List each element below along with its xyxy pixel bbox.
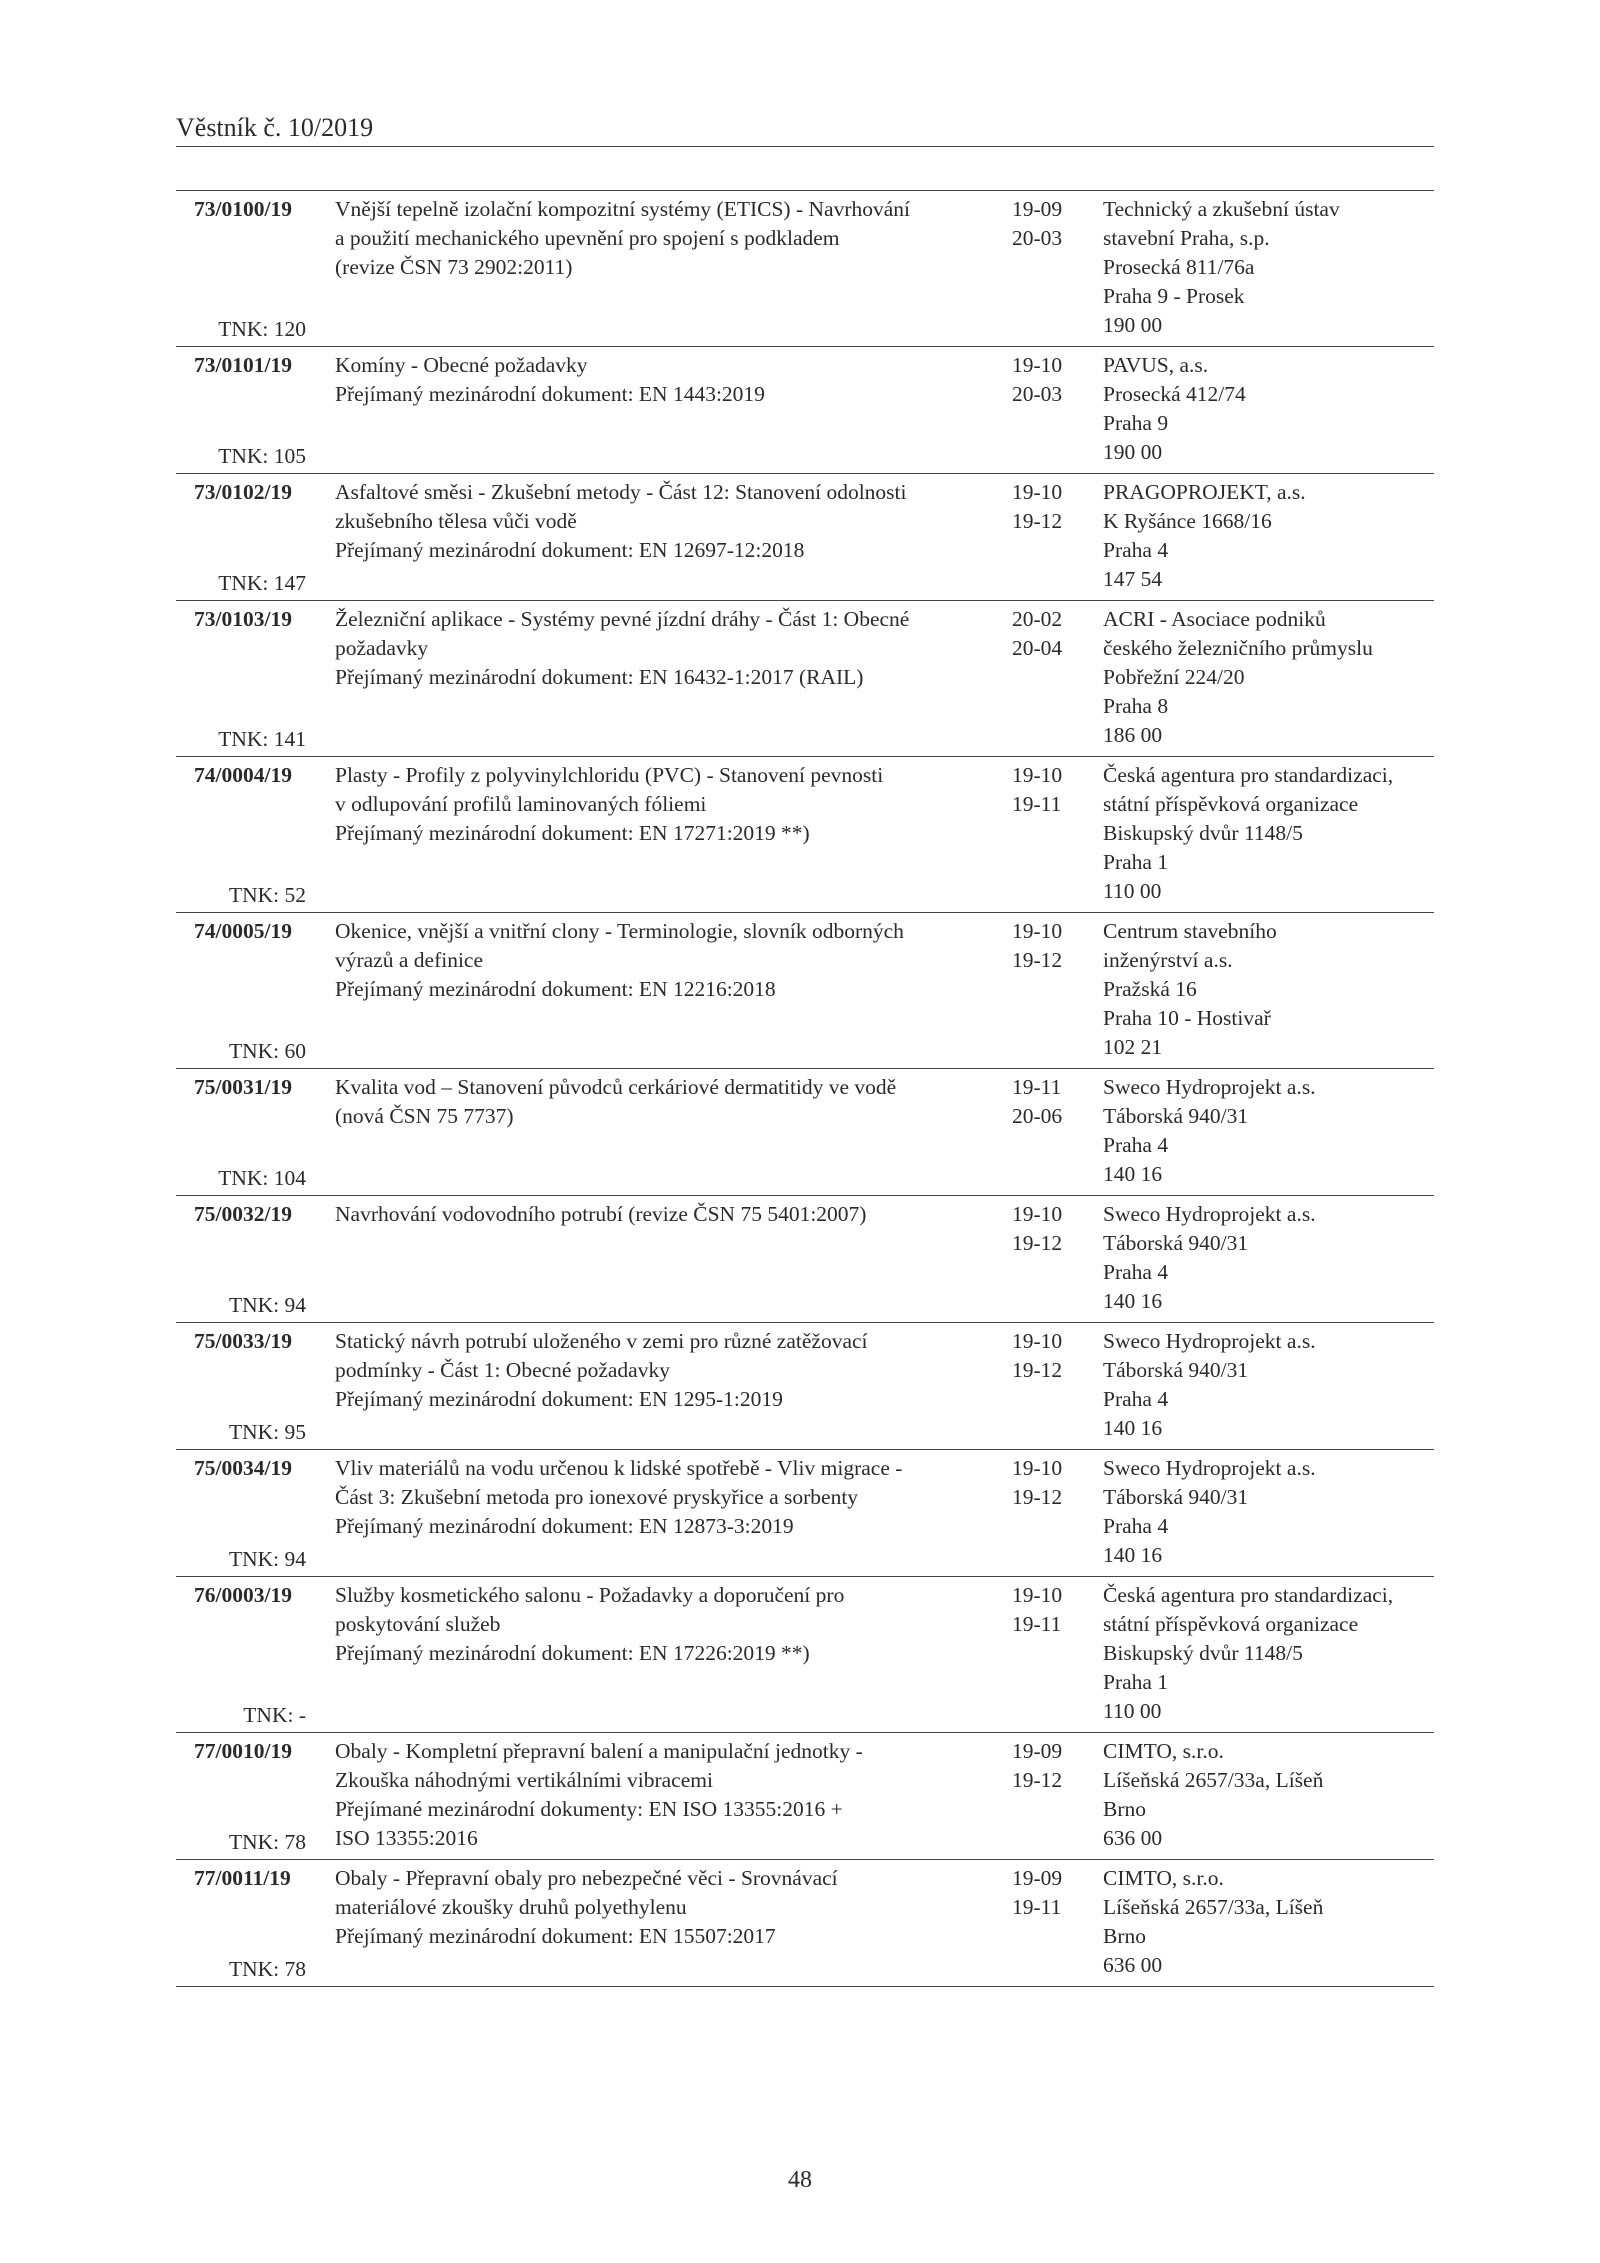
processor-address-line: českého železničního průmyslu: [1103, 636, 1373, 660]
table-row: [176, 347, 1434, 474]
processor-address-line: 186 00: [1103, 723, 1163, 747]
standard-code: 75/0032/19: [194, 1202, 292, 1226]
processor-address-line: Praha 8: [1103, 694, 1169, 718]
tnk-number: TNK: 141: [218, 727, 306, 751]
table-row: [176, 1860, 1434, 1987]
processor-address-line: 636 00: [1103, 1953, 1163, 1977]
dates-line: 19-09: [1012, 1739, 1063, 1763]
processor-address-line: Táborská 940/31: [1103, 1231, 1249, 1255]
standard-title-line: Okenice, vnější a vnitřní clony - Terminologie, slovník odborných: [335, 919, 904, 943]
standard-title: [335, 605, 985, 692]
dates-line: 19-12: [1012, 1485, 1063, 1509]
processor-address-line: Prosecká 412/74: [1103, 382, 1246, 406]
tnk-number: TNK: 60: [228, 1039, 306, 1063]
processor-address-line: Biskupský dvůr 1148/5: [1103, 1641, 1303, 1665]
tnk-number: TNK: 78: [228, 1957, 306, 1981]
processor-address: [1103, 1327, 1443, 1443]
standard-title: [335, 761, 985, 848]
tnk-number: TNK: 147: [218, 571, 306, 595]
dates-line: 20-06: [1012, 1104, 1063, 1128]
standard-title: [335, 1864, 985, 1951]
processor-address-line: Brno: [1103, 1924, 1146, 1948]
standard-title: [335, 1200, 985, 1229]
standard-title-line: požadavky: [335, 636, 429, 660]
dates-line: 20-03: [1012, 382, 1063, 406]
processor-address: [1103, 478, 1443, 594]
standard-title-line: Přejímaný mezinárodní dokument: EN 15507:2017: [335, 1924, 776, 1948]
standard-title-line: Obaly - Kompletní přepravní balení a manipulační jednotky -: [335, 1739, 863, 1763]
standard-title-line: Přejímaný mezinárodní dokument: EN 17271:2019 **): [335, 821, 810, 845]
processor-address: [1103, 1581, 1443, 1726]
processor-address-line: K Ryšánce 1668/16: [1103, 509, 1272, 533]
processor-address-line: Praha 4: [1103, 538, 1169, 562]
standard-title-line: výrazů a definice: [335, 948, 484, 972]
dates-line: 19-12: [1012, 948, 1063, 972]
dates-line: 19-10: [1012, 1583, 1063, 1607]
standard-title-line: Statický návrh potrubí uloženého v zemi pro různé zatěžovací: [335, 1329, 868, 1353]
dates: [1012, 1864, 1072, 1922]
tnk-number: TNK: 104: [218, 1166, 306, 1190]
standard-title: [335, 351, 985, 409]
standard-title-line: Vliv materiálů na vodu určenou k lidské spotřebě - Vliv migrace -: [335, 1456, 903, 1480]
processor-address-line: Brno: [1103, 1797, 1146, 1821]
dates: [1012, 1327, 1072, 1385]
standard-title: [335, 1073, 985, 1131]
processor-address: [1103, 1073, 1443, 1189]
standard-title-line: poskytování služeb: [335, 1612, 501, 1636]
processor-address-line: Sweco Hydroprojekt a.s.: [1103, 1456, 1316, 1480]
dates-line: 19-10: [1012, 1456, 1063, 1480]
processor-address-line: Praha 4: [1103, 1133, 1169, 1157]
dates: [1012, 1073, 1072, 1131]
standard-title-line: Zkouška náhodnými vertikálními vibracemi: [335, 1768, 713, 1792]
standard-title-line: Vnější tepelně izolační kompozitní systémy (ETICS) - Navrhování: [335, 197, 910, 221]
standard-code: 75/0031/19: [194, 1075, 292, 1099]
processor-address-line: PAVUS, a.s.: [1103, 353, 1209, 377]
processor-address-line: 190 00: [1103, 440, 1163, 464]
processor-address-line: 147 54: [1103, 567, 1163, 591]
standard-title-line: ISO 13355:2016: [335, 1826, 478, 1850]
standard-title-line: Železniční aplikace - Systémy pevné jízdní dráhy - Část 1: Obecné: [335, 607, 910, 631]
standard-title: [335, 1327, 985, 1414]
dates-line: 19-10: [1012, 919, 1063, 943]
standard-title-line: v odlupování profilů laminovaných fóliemi: [335, 792, 707, 816]
standard-title-line: Komíny - Obecné požadavky: [335, 353, 588, 377]
processor-address-line: Táborská 940/31: [1103, 1358, 1249, 1382]
processor-address-line: Praha 1: [1103, 850, 1169, 874]
processor-address-line: CIMTO, s.r.o.: [1103, 1866, 1224, 1890]
dates-line: 20-03: [1012, 226, 1063, 250]
standard-title-line: zkušebního tělesa vůči vodě: [335, 509, 577, 533]
standard-title-line: Přejímaný mezinárodní dokument: EN 1443:2019: [335, 382, 765, 406]
tnk-number: TNK: 78: [228, 1830, 306, 1854]
standard-title-line: Přejímaný mezinárodní dokument: EN 12216:2018: [335, 977, 776, 1001]
table-row: [176, 1450, 1434, 1577]
table-row: [176, 474, 1434, 601]
standard-title: [335, 917, 985, 1004]
standard-code: 73/0100/19: [194, 197, 292, 221]
page-number: 48: [788, 2167, 812, 2193]
standard-title: [335, 1454, 985, 1541]
dates-line: 19-10: [1012, 1329, 1063, 1353]
dates-line: 19-11: [1012, 1612, 1062, 1636]
processor-address: [1103, 605, 1443, 750]
standard-code: 77/0010/19: [194, 1739, 292, 1763]
tnk-number: TNK: 120: [218, 317, 306, 341]
tnk-number: TNK: 94: [228, 1293, 306, 1317]
processor-address-line: 140 16: [1103, 1416, 1163, 1440]
standard-title-line: Přejímané mezinárodní dokumenty: EN ISO 13355:2016 +: [335, 1797, 843, 1821]
standard-title-line: podmínky - Část 1: Obecné požadavky: [335, 1358, 670, 1382]
standard-title-line: Navrhování vodovodního potrubí (revize ČSN 75 5401:2007): [335, 1202, 867, 1226]
standard-title: [335, 1581, 985, 1668]
table-row: [176, 1069, 1434, 1196]
standard-title-line: Přejímaný mezinárodní dokument: EN 1295-1:2019: [335, 1387, 783, 1411]
processor-address: [1103, 351, 1443, 467]
processor-address-line: Centrum stavebního: [1103, 919, 1277, 943]
standard-code: 73/0103/19: [194, 607, 292, 631]
standard-code: 74/0005/19: [194, 919, 292, 943]
processor-address-line: Prosecká 811/76a: [1103, 255, 1255, 279]
dates-line: 19-12: [1012, 1768, 1063, 1792]
processor-address-line: 190 00: [1103, 313, 1163, 337]
standard-code: 73/0101/19: [194, 353, 292, 377]
standard-title-line: Služby kosmetického salonu - Požadavky a doporučení pro: [335, 1583, 845, 1607]
standard-code: 73/0102/19: [194, 480, 292, 504]
processor-address-line: PRAGOPROJEKT, a.s.: [1103, 480, 1306, 504]
header-divider: [176, 146, 1434, 147]
standard-title: [335, 195, 985, 282]
standard-title: [335, 478, 985, 565]
standard-title: [335, 1737, 985, 1853]
standard-code: 75/0034/19: [194, 1456, 292, 1480]
dates-line: 19-10: [1012, 763, 1063, 787]
tnk-number: TNK: -: [243, 1703, 306, 1727]
dates-line: 19-11: [1012, 1075, 1062, 1099]
standard-title-line: Přejímaný mezinárodní dokument: EN 17226:2019 **): [335, 1641, 810, 1665]
processor-address-line: 140 16: [1103, 1162, 1163, 1186]
standards-table: [176, 190, 1434, 1987]
dates-line: 20-04: [1012, 636, 1063, 660]
processor-address-line: 110 00: [1103, 1699, 1162, 1723]
processor-address-line: 140 16: [1103, 1289, 1163, 1313]
processor-address-line: Praha 1: [1103, 1670, 1169, 1694]
dates: [1012, 1200, 1072, 1258]
table-row: [176, 1577, 1434, 1733]
processor-address-line: Praha 9 - Prosek: [1103, 284, 1245, 308]
dates: [1012, 917, 1072, 975]
processor-address-line: CIMTO, s.r.o.: [1103, 1739, 1224, 1763]
table-row: [176, 191, 1434, 347]
standard-title-line: Obaly - Přepravní obaly pro nebezpečné věci - Srovnávací: [335, 1866, 838, 1890]
standard-code: 76/0003/19: [194, 1583, 292, 1607]
processor-address-line: Táborská 940/31: [1103, 1485, 1249, 1509]
processor-address-line: inženýrství a.s.: [1103, 948, 1233, 972]
dates-line: 19-09: [1012, 1866, 1063, 1890]
page-header: Věstník č. 10/2019: [176, 113, 374, 142]
dates: [1012, 478, 1072, 536]
dates-line: 19-10: [1012, 353, 1063, 377]
processor-address: [1103, 1454, 1443, 1570]
processor-address-line: Praha 4: [1103, 1260, 1169, 1284]
processor-address-line: Praha 4: [1103, 1387, 1169, 1411]
standard-title-line: Plasty - Profily z polyvinylchloridu (PVC) - Stanovení pevnosti: [335, 763, 884, 787]
tnk-number: TNK: 94: [228, 1547, 306, 1571]
table-row: [176, 1196, 1434, 1323]
dates: [1012, 195, 1072, 253]
tnk-number: TNK: 105: [218, 444, 306, 468]
processor-address-line: Sweco Hydroprojekt a.s.: [1103, 1202, 1316, 1226]
dates: [1012, 761, 1072, 819]
table-row: [176, 913, 1434, 1069]
standard-title-line: Přejímaný mezinárodní dokument: EN 12697-12:2018: [335, 538, 805, 562]
table-row: [176, 757, 1434, 913]
processor-address-line: státní příspěvková organizace: [1103, 792, 1359, 816]
dates-line: 20-02: [1012, 607, 1063, 631]
processor-address-line: Česká agentura pro standardizaci,: [1103, 763, 1394, 787]
standard-title-line: Asfaltové směsi - Zkušební metody - Část 12: Stanovení odolnosti: [335, 480, 907, 504]
dates: [1012, 1737, 1072, 1795]
standard-title-line: a použití mechanického upevnění pro spojení s podkladem: [335, 226, 840, 250]
dates: [1012, 351, 1072, 409]
dates-line: 19-12: [1012, 509, 1063, 533]
standard-title-line: Část 3: Zkušební metoda pro ionexové pryskyřice a sorbenty: [335, 1485, 859, 1509]
processor-address-line: Pražská 16: [1103, 977, 1197, 1001]
processor-address: [1103, 1200, 1443, 1316]
dates-line: 19-10: [1012, 480, 1063, 504]
processor-address-line: Technický a zkušební ústav: [1103, 197, 1340, 221]
processor-address: [1103, 1737, 1443, 1853]
processor-address-line: Líšeňská 2657/33a, Líšeň: [1103, 1768, 1324, 1792]
processor-address-line: stavební Praha, s.p.: [1103, 226, 1270, 250]
processor-address-line: Praha 10 - Hostivař: [1103, 1006, 1271, 1030]
processor-address-line: 140 16: [1103, 1543, 1163, 1567]
table-row: [176, 1323, 1434, 1450]
dates: [1012, 1581, 1072, 1639]
processor-address-line: státní příspěvková organizace: [1103, 1612, 1359, 1636]
processor-address-line: Táborská 940/31: [1103, 1104, 1249, 1128]
processor-address-line: Česká agentura pro standardizaci,: [1103, 1583, 1394, 1607]
standard-code: 75/0033/19: [194, 1329, 292, 1353]
processor-address: [1103, 195, 1443, 340]
processor-address: [1103, 761, 1443, 906]
tnk-number: TNK: 95: [228, 1420, 306, 1444]
standard-title-line: Přejímaný mezinárodní dokument: EN 16432-1:2017 (RAIL): [335, 665, 864, 689]
processor-address-line: Praha 9: [1103, 411, 1169, 435]
tnk-number: TNK: 52: [228, 883, 306, 907]
table-row: [176, 601, 1434, 757]
dates-line: 19-11: [1012, 1895, 1062, 1919]
table-row: [176, 1733, 1434, 1860]
processor-address-line: Praha 4: [1103, 1514, 1169, 1538]
processor-address-line: 636 00: [1103, 1826, 1163, 1850]
dates: [1012, 1454, 1072, 1512]
standard-title-line: (nová ČSN 75 7737): [335, 1104, 514, 1128]
standard-title-line: (revize ČSN 73 2902:2011): [335, 255, 573, 279]
dates-line: 19-09: [1012, 197, 1063, 221]
dates-line: 19-10: [1012, 1202, 1063, 1226]
dates-line: 19-12: [1012, 1358, 1063, 1382]
dates: [1012, 605, 1072, 663]
dates-line: 19-12: [1012, 1231, 1063, 1255]
processor-address: [1103, 1864, 1443, 1980]
standard-code: 77/0011/19: [194, 1866, 291, 1890]
processor-address-line: Sweco Hydroprojekt a.s.: [1103, 1329, 1316, 1353]
processor-address-line: Biskupský dvůr 1148/5: [1103, 821, 1303, 845]
processor-address-line: 110 00: [1103, 879, 1162, 903]
processor-address-line: Líšeňská 2657/33a, Líšeň: [1103, 1895, 1324, 1919]
processor-address-line: Pobřežní 224/20: [1103, 665, 1245, 689]
standard-title-line: Kvalita vod – Stanovení původců cerkáriové dermatitidy ve vodě: [335, 1075, 897, 1099]
processor-address-line: 102 21: [1103, 1035, 1163, 1059]
processor-address-line: ACRI - Asociace podniků: [1103, 607, 1326, 631]
standard-title-line: materiálové zkoušky druhů polyethylenu: [335, 1895, 687, 1919]
dates-line: 19-11: [1012, 792, 1062, 816]
processor-address-line: Sweco Hydroprojekt a.s.: [1103, 1075, 1316, 1099]
standard-title-line: Přejímaný mezinárodní dokument: EN 12873-3:2019: [335, 1514, 794, 1538]
processor-address: [1103, 917, 1443, 1062]
standard-code: 74/0004/19: [194, 763, 292, 787]
